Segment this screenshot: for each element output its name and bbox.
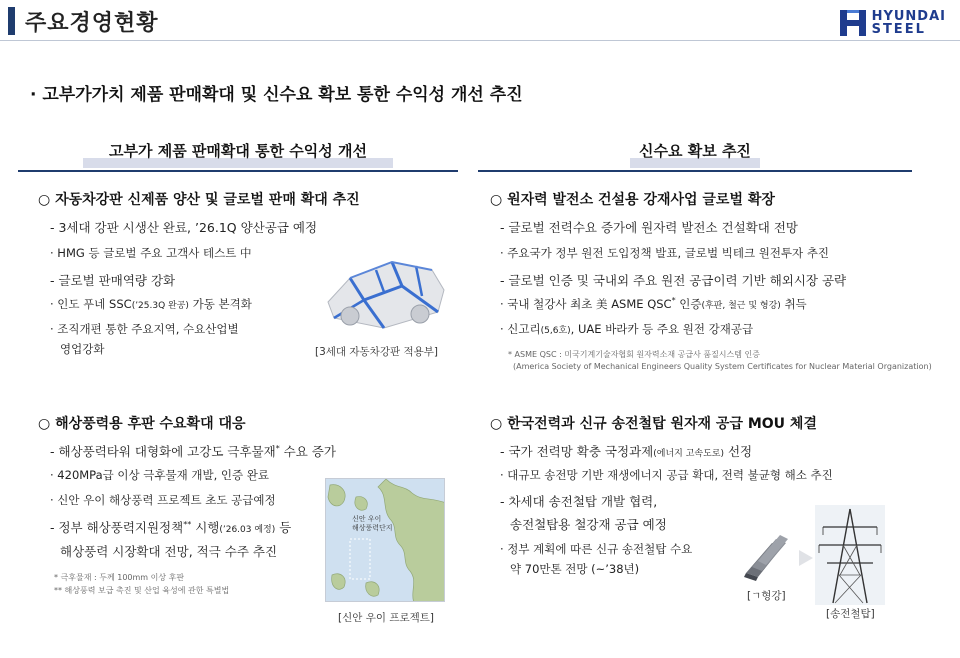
bullet-text: 송전철탑용 철강재 공급 예정	[510, 517, 667, 532]
transmission-tower-illustration	[815, 505, 885, 605]
bullet-text: - 글로벌 인증 및 국내외 주요 원전 공급이력 기반 해외시장 공략	[500, 273, 847, 288]
bullet-text: - 국가 전력망 확충 국정과제(에너지 고속도로) 선정	[500, 444, 753, 459]
logo-text	[872, 10, 946, 36]
bullet-text: · 신안 우이 해상풍력 프로젝트 초도 공급예정	[50, 493, 276, 507]
logo-line-2: STEEL	[871, 22, 926, 37]
right-column-heading	[478, 140, 912, 170]
headline: · 고부가가치 제품 판매확대 및 신수요 확보 통한 수익성 개선 추진	[30, 85, 523, 105]
footnote: (America Society of Mechanical Engineers Quality System Certificates for Nuclear Material Organization)	[513, 362, 932, 371]
bullet-text: · 국내 철강사 최초 美 ASME QSC* 인증(후판, 철근 및 형강) 취득	[500, 296, 807, 311]
title-accent	[8, 7, 15, 35]
bullet-text: 영업강화	[60, 342, 105, 356]
auto-steel-section-title: ○ 자동차강판 신제품 양산 및 글로벌 판매 확대 추진	[38, 192, 360, 208]
footnote: * 극후물재 : 두께 100mm 이상 후판	[54, 573, 185, 582]
bullet-text: - 해상풍력타워 대형화에 고강도 극후물재* 수요 증가	[50, 443, 336, 459]
bullet-text: 약 70만톤 전망 (~’38년)	[510, 562, 640, 576]
bullet-text: · 정부 계획에 따른 신규 송전철탑 수요	[500, 542, 693, 556]
left-heading-text: 고부가 제품 판매확대 통한 수익성 개선	[109, 142, 367, 160]
bullet-text: · 주요국가 정부 원전 도입정책 발표, 글로벌 빅테크 원전투자 추진	[500, 246, 830, 260]
bullet-text: · 조직개편 통한 주요지역, 수요산업별	[50, 322, 239, 336]
angle-steel-illustration	[742, 533, 790, 581]
nuclear-section-title: ○ 원자력 발전소 건설용 강재사업 글로벌 확장	[490, 192, 775, 208]
bullet-text: · 인도 푸네 SSC(’25.3Q 완공) 가동 본격화	[50, 297, 252, 311]
auto-steel-caption: [3세대 자동차강판 적용부]	[315, 346, 438, 358]
title-bar	[8, 6, 159, 36]
title-divider	[0, 40, 960, 41]
logo-h-icon	[838, 8, 868, 38]
bullet-text: · 신고리(5,6호), UAE 바라카 등 주요 원전 강재공급	[500, 322, 754, 336]
footnote: * ASME QSC : 미국기계기술자협회 원자력소재 공급사 품질시스템 인증	[508, 350, 760, 359]
footnote: ** 해상풍력 보급 촉진 및 산업 육성에 관한 특별법	[54, 586, 230, 595]
bullet-text: · 대규모 송전망 기반 재생에너지 공급 확대, 전력 불균형 해소 추진	[500, 468, 833, 482]
heading-underline	[478, 170, 912, 172]
offshore-wind-section-title: ○ 해상풍력용 후판 수요확대 대응	[38, 416, 246, 432]
tower-caption: [송전철탑]	[826, 608, 875, 620]
bullet-text: · 420MPa급 이상 극후물재 개발, 인증 완료	[50, 468, 269, 482]
sinan-caption: [신안 우이 프로젝트]	[338, 612, 435, 624]
arrow-right-icon	[797, 548, 815, 568]
heading-underline	[18, 170, 458, 172]
bullet-text: - 글로벌 전력수요 증가에 원자력 발전소 건설확대 전망	[500, 220, 798, 235]
bullet-text: - 차세대 송전철탑 개발 협력,	[500, 494, 658, 509]
logo-line-1: HYUNDAI	[871, 9, 946, 24]
hyundai-steel-logo	[838, 8, 946, 38]
angle-steel-caption: [ㄱ형강]	[747, 590, 786, 602]
bullet-text: - 정부 해상풍력지원정책** 시행(’26.03 예정) 등	[50, 519, 292, 535]
kepco-section-title: ○ 한국전력과 신규 송전철탑 원자재 공급 MOU 체결	[490, 416, 817, 432]
map-label: 신안 우이 해상풍력단지	[352, 515, 393, 532]
car-body-illustration	[320, 240, 450, 335]
bullet-text: - 3세대 강판 시생산 완료, ’26.1Q 양산공급 예정	[50, 220, 318, 235]
bullet-text: · HMG 등 글로벌 주요 고객사 테스트 中	[50, 246, 252, 260]
left-column-heading	[18, 140, 458, 170]
bullet-text: - 글로벌 판매역량 강화	[50, 273, 176, 288]
bullet-text: 해상풍력 시장확대 전망, 적극 수주 추진	[60, 544, 278, 559]
sinan-map-image	[325, 478, 445, 602]
right-heading-text: 신수요 확보 추진	[639, 142, 751, 160]
page-title: 주요경영현황	[25, 10, 159, 36]
